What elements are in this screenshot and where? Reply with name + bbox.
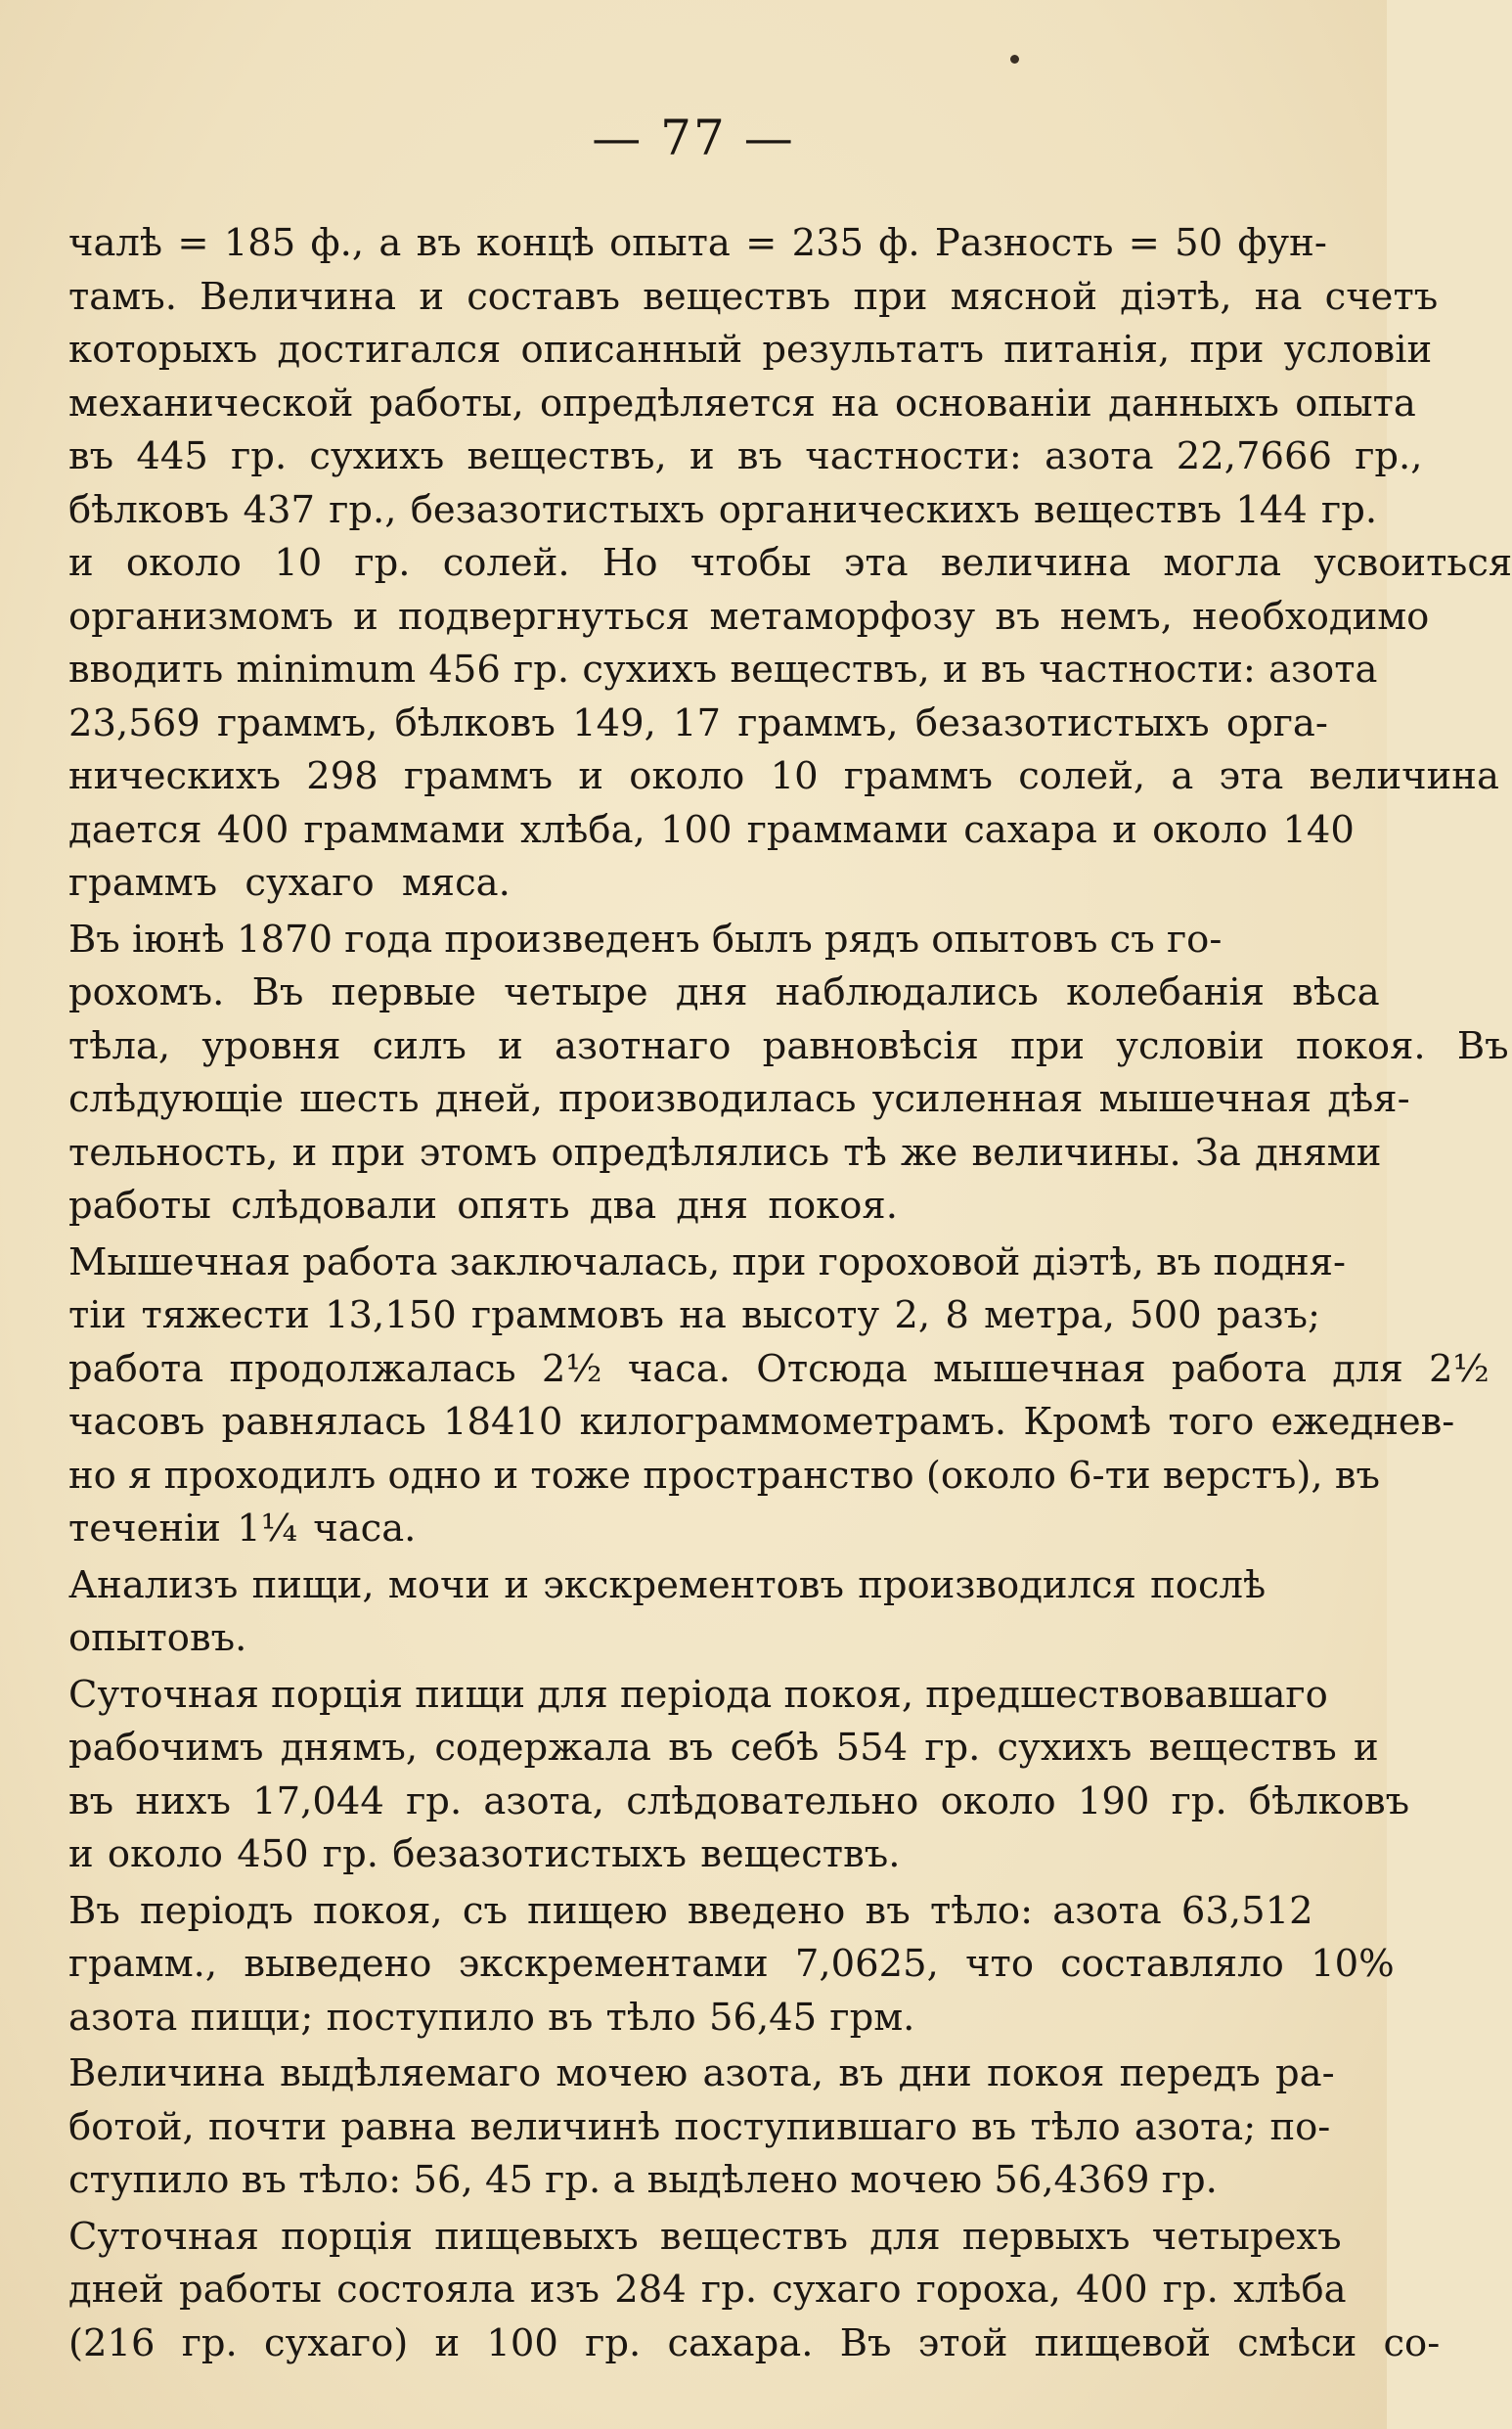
text-line: чалѣ = 185 ф., а въ концѣ опыта = 235 ф. Разность = 50 фун- (68, 221, 1327, 265)
text-line: тельность, и при этомъ опредѣлялись тѣ же величины. За днями (68, 1130, 1382, 1175)
text-line: ступило въ тѣло: 56, 45 гр. а выдѣлено мочею 56,4369 гр. (68, 2158, 1218, 2202)
text-line: слѣдующіе шесть дней, производилась усиленная мышечная дѣя- (68, 1077, 1410, 1121)
text-line: работы слѣдовали опять два дня покоя. (68, 1184, 898, 1228)
text-line: часовъ равнялась 18410 килограммометрамъ. Кромѣ того ежеднев- (68, 1400, 1455, 1444)
text-line: 23,569 граммъ, бѣлковъ 149, 17 граммъ, безазотистыхъ орга- (68, 700, 1328, 745)
text-line: бѣлковъ 437 гр., безазотистыхъ органическихъ веществъ 144 гр. (68, 487, 1378, 532)
text-line: Суточная порція пищи для періода покоя, предшествовавшаго (68, 1672, 1328, 1717)
text-line: теченіи 1¼ часа. (68, 1507, 417, 1551)
text-line: граммъ сухаго мяса. (68, 861, 511, 905)
text-line: Въ періодъ покоя, съ пищею введено въ тѣло: азота 63,512 (68, 1888, 1313, 1933)
text-line: Мышечная работа заключалась, при гороховой діэтѣ, въ подня- (68, 1239, 1346, 1284)
text-line: и около 10 гр. солей. Но чтобы эта величина могла усвоиться (68, 541, 1512, 585)
text-line: дается 400 граммами хлѣба, 100 граммами сахара и около 140 (68, 807, 1355, 852)
text-line: и около 450 гр. безазотистыхъ веществъ. (68, 1832, 901, 1876)
text-line: механической работы, опредѣляется на основаніи данныхъ опыта (68, 381, 1416, 426)
text-line: опытовъ. (68, 1616, 247, 1660)
text-line: организмомъ и подвергнуться метаморфозу въ немъ, необходимо (68, 594, 1430, 639)
text-line: тѣла, уровня силъ и азотнаго равновѣсія при условіи покоя. Въ (68, 1023, 1509, 1068)
text-line: ническихъ 298 граммъ и около 10 граммъ солей, а эта величина (68, 754, 1499, 798)
ink-spot (1010, 55, 1019, 64)
text-line: вводить minimum 456 гр. сухихъ веществъ, и въ частности: азота (68, 648, 1378, 692)
text-line: въ нихъ 17,044 гр. азота, слѣдовательно около 190 гр. бѣлковъ (68, 1778, 1410, 1823)
text-line: азота пищи; поступило въ тѣло 56,45 грм. (68, 1995, 915, 2040)
text-line: Суточная порція пищевыхъ веществъ для первыхъ четырехъ (68, 2214, 1342, 2259)
body-text (68, 217, 1512, 2370)
text-line: но я проходилъ одно и тоже пространство (около 6-ти верстъ), въ (68, 1453, 1381, 1498)
text-line: ботой, почти равна величинѣ поступившаго въ тѣло азота; по- (68, 2104, 1331, 2149)
page-number: — 77 — (592, 110, 795, 166)
text-line: рабочимъ днямъ, содержала въ себѣ 554 гр. сухихъ веществъ и (68, 1726, 1379, 1770)
text-line: рохомъ. Въ первые четыре дня наблюдались колебанія вѣса (68, 970, 1380, 1014)
text-line: грамм., выведено экскрементами 7,0625, что составляло 10% (68, 1942, 1395, 1986)
text-line: въ 445 гр. сухихъ веществъ, и въ частности: азота 22,7666 гр., (68, 434, 1423, 478)
text-line: Анализъ пищи, мочи и экскрементовъ производился послѣ (68, 1562, 1267, 1607)
text-line: дней работы состояла изъ 284 гр. сухаго гороха, 400 гр. хлѣба (68, 2268, 1347, 2312)
text-line: Величина выдѣляемаго мочею азота, въ дни покоя передъ ра- (68, 2051, 1335, 2095)
text-line: Въ іюнѣ 1870 года произведенъ былъ рядъ опытовъ съ го- (68, 917, 1223, 962)
text-line: которыхъ достигался описанный результатъ питанія, при условіи (68, 328, 1433, 372)
text-line: (216 гр. сухаго) и 100 гр. сахара. Въ этой пищевой смѣси со- (68, 2320, 1441, 2365)
text-line: тамъ. Величина и составъ веществъ при мясной діэтѣ, на счетъ (68, 274, 1439, 319)
text-line: работа продолжалась 2½ часа. Отсюда мышечная работа для 2½ (68, 1346, 1490, 1391)
text-line: тіи тяжести 13,150 граммовъ на высоту 2, 8 метра, 500 разъ; (68, 1293, 1320, 1337)
